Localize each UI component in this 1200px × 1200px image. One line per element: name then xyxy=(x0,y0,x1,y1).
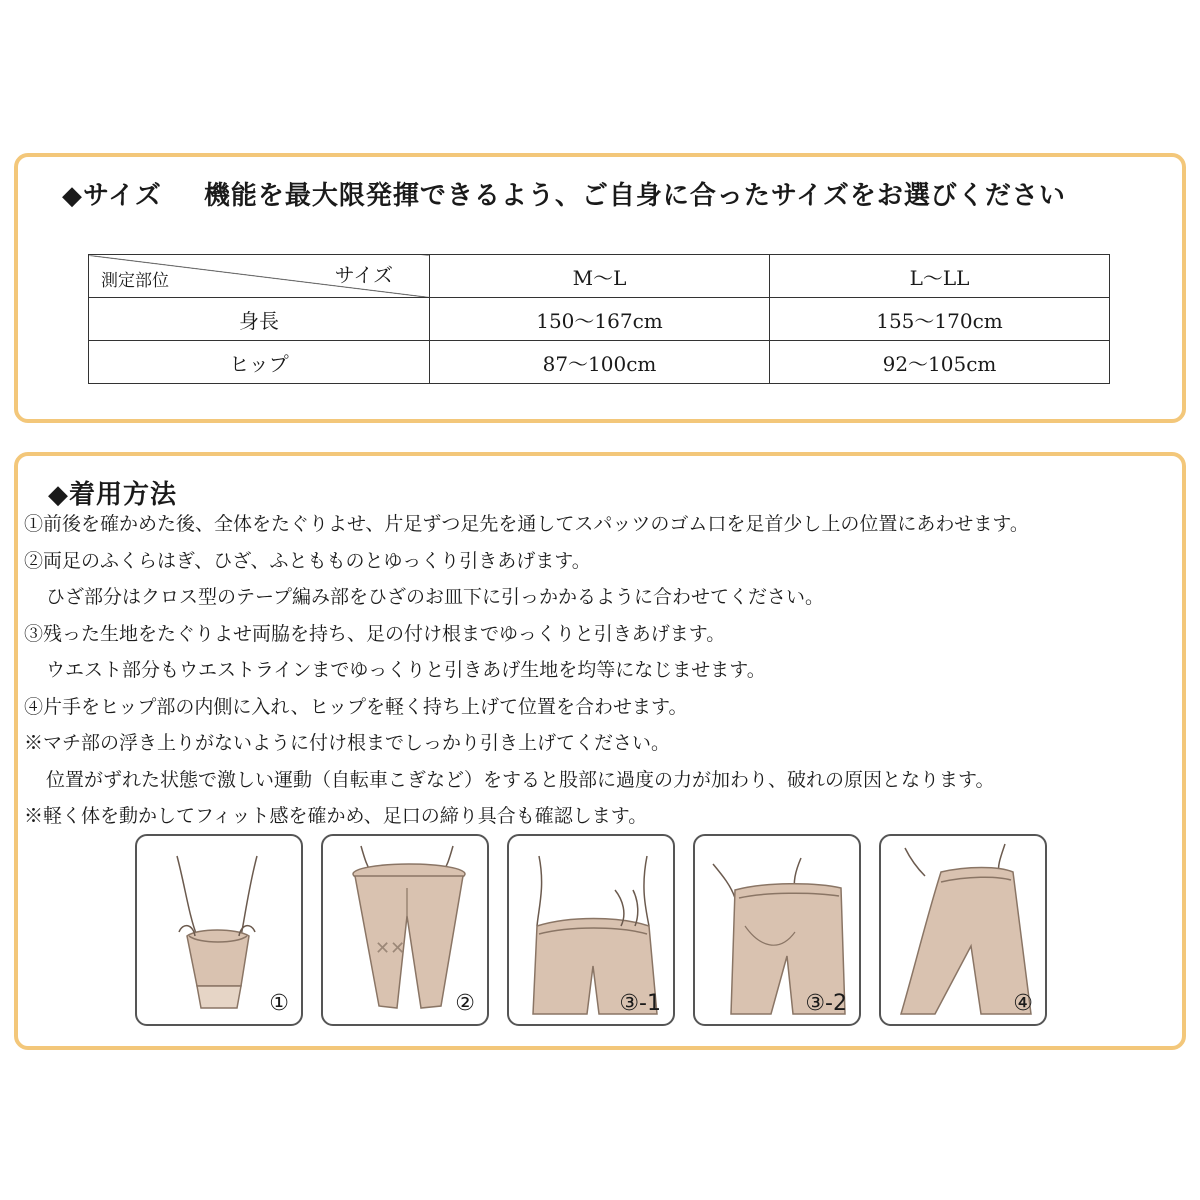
step-label: ③-2 xyxy=(805,991,847,1016)
instruction-line: ①前後を確かめた後、全体をたぐりよせ、片足ずつ足先を通してスパッツのゴム口を足首少し上の位置にあわせます。 xyxy=(24,513,1029,535)
usage-panel xyxy=(14,452,1186,1050)
illustration-step-3-2 xyxy=(693,834,861,1026)
step-label: ③-1 xyxy=(619,991,661,1016)
step-label: ① xyxy=(269,991,289,1016)
corner-size-label: サイズ xyxy=(334,263,393,287)
table-row xyxy=(89,298,1110,341)
instruction-line: ※マチ部の浮き上りがないように付け根までしっかり引き上げてください。 xyxy=(24,732,671,754)
table-header-row xyxy=(89,255,1110,298)
row-label-hip: ヒップ xyxy=(89,341,430,384)
step-label: ④ xyxy=(1013,991,1033,1016)
row-label-height: 身長 xyxy=(89,298,430,341)
table-cell: 155～170cm xyxy=(770,298,1110,341)
table-cell: 92～105cm xyxy=(770,341,1110,384)
instruction-line: ③残った生地をたぐりよせ両脇を持ち、足の付け根までゆっくりと引きあげます。 xyxy=(24,622,726,645)
illustration-step-4 xyxy=(879,834,1047,1026)
illustration-step-2 xyxy=(321,834,489,1026)
illustration-step-3-1 xyxy=(507,834,675,1026)
instruction-line: ウエスト部分もウエストラインまでゆっくりと引きあげ生地を均等になじませます。 xyxy=(46,659,766,681)
size-table xyxy=(88,254,1110,384)
usage-heading: ◆着用方法 xyxy=(48,480,177,510)
table-corner-cell xyxy=(89,255,430,298)
size-panel xyxy=(14,153,1186,423)
instruction-line: ひざ部分はクロス型のテープ編み部をひざのお皿下に引っかかるように合わせてください。 xyxy=(46,586,825,608)
instruction-line: ④片手をヒップ部の内側に入れ、ヒップを軽く持ち上げて位置を合わせます。 xyxy=(24,695,688,718)
instruction-line: ※軽く体を動かしてフィット感を確かめ、足口の締り具合も確認します。 xyxy=(24,805,648,827)
table-cell: 150～167cm xyxy=(430,298,770,341)
svg-text:✕✕: ✕✕ xyxy=(375,938,406,959)
size-heading-marker: ◆サイズ xyxy=(62,181,162,211)
column-header-l-ll: L～LL xyxy=(770,255,1110,298)
instruction-line: 位置がずれた状態で激しい運動（自転車こぎなど）をすると股部に過度の力が加わり、破れの原因となります。 xyxy=(46,768,995,791)
size-heading-text: 機能を最大限発揮できるよう、ご自身に合ったサイズをお選びください xyxy=(203,181,1066,211)
instructions-list xyxy=(24,506,1174,835)
size-heading xyxy=(62,175,1066,212)
illustration-step-1 xyxy=(135,834,303,1026)
table-cell: 87～100cm xyxy=(430,341,770,384)
step-label: ② xyxy=(455,991,475,1016)
column-header-m-l: M～L xyxy=(430,255,770,298)
instruction-line: ②両足のふくらはぎ、ひざ、ふともものとゆっくり引きあげます。 xyxy=(24,549,591,572)
table-row xyxy=(89,341,1110,384)
corner-measure-label: 測定部位 xyxy=(101,271,169,291)
